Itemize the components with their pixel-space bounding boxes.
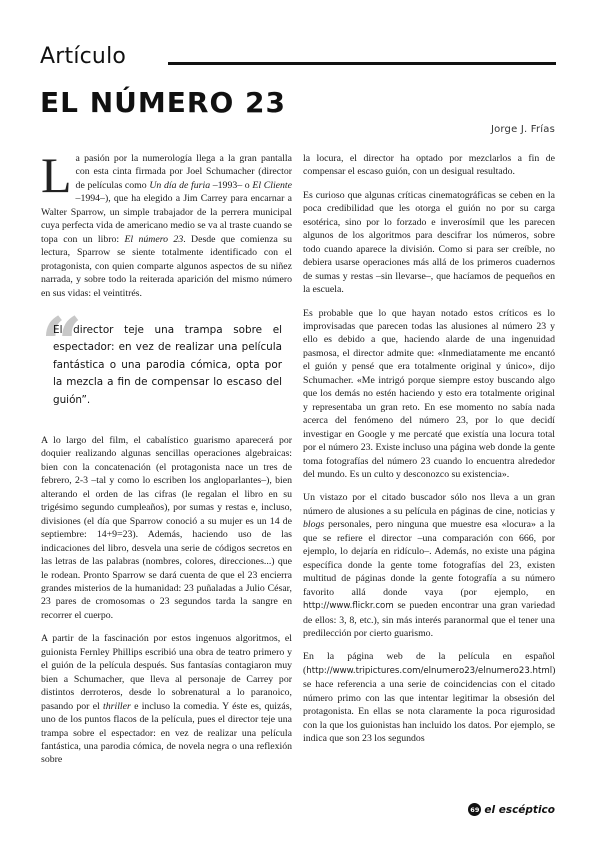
article-title: EL NÚMERO 23	[40, 86, 286, 119]
pull-quote-text: El director teje una trampa sobre el espectador: en vez de realizar una película fantástica o una parodia cómica, opta por la mezcla a fin de compensar lo escaso del guión”.	[53, 323, 282, 406]
flickr-link[interactable]: http://www.flickr.com	[303, 601, 394, 612]
page-footer	[468, 803, 555, 816]
section-rule	[168, 62, 556, 65]
paragraph-search: Un vistazo por el citado buscador sólo nos lleva a un gran número de alusiones a su película en páginas de cine, noticias y blogs personales, pero ninguna que muestre esa «locura» a la que se refiere el director –una comparación con 666, por ejemplo, lo dejaría en ridículo–. Además, no existe una página específica donde la gente tome fotografías del 23, existen multitud de páginas donde la gente fotografía a su número favorito allá donde vaya (por ejemplo, en http://www.flickr.com se pueden encontrar una gran variedad de ellos: 3, 8, etc.), sin más interés paranormal que el tener una predilección por cierto guarismo.	[303, 492, 555, 639]
section-label: Artículo	[40, 44, 127, 69]
section-header	[40, 44, 556, 78]
paragraph-director-quote: Es probable que lo que hayan notado estos críticos es lo improvisadas que parecen todas las alusiones al número 23 y ello es debido a que, haciendo alarde de una ingenuidad pasmosa, el director admite que: «Inmediatamente me encantó el guión y pensé que era totalmente original y único», dijo Schumacher. «Me intrigó porque siempre estoy buscando algo que los demás no estén haciendo y esto era totalmente original y representaba un gran reto. En ese momento no sabía nada acerca del fenómeno del número 23, por lo que decidí investigar en Google y me percaté que existía una locura total por el número 23. Existe incluso una página web donde la gente toma fotografías del número 23 cuando lo encuentra alrededor del mundo. Es un culto y desconozco su existencia».	[303, 307, 555, 480]
magazine-name: el escéptico	[484, 803, 555, 816]
film-website-link[interactable]: http://www.tripictures.com/elnumero23/elnumero23.html	[306, 665, 553, 676]
paragraph-continuation: la locura, el director ha optado por mezclarlos a fin de compensar el escaso guión, con un desigual resultado.	[303, 153, 555, 178]
pull-quote	[41, 300, 292, 418]
right-column	[303, 152, 555, 756]
paragraph-critics: Es curioso que algunas críticas cinematográficas se ceben en la poca credibilidad que les otorga el guión no por su carga esotérica, sino por lo forzado e inverosímil que les parecen algunos de los algoritmos para descifrar los números, sobre todo cuando aparece la división. Como si para ser creíble, no debiera usarse operaciones más allá de los primeros cuadernos de sumas y restas –sin llevarse–, que hacíamos de pequeños en la escuela.	[303, 189, 555, 296]
left-column	[41, 147, 292, 777]
quote-mark-icon: “	[41, 300, 83, 386]
page-number: 69	[468, 803, 481, 816]
paragraph-website: En la página web de la película en español (http://www.tripictures.com/elnumero23/elnumero23.html) se hace referencia a una serie de coincidencias con el citado número primo con las que intentar legitimar la obsesión del protagonista. En ellas se nota claramente la poca rigurosidad con la que los guionistas han incluido los datos. Por ejemplo, se indica que son 23 los segundos	[303, 651, 556, 745]
paragraph-film-numbers: A lo largo del film, el cabalístico guarismo aparecerá por doquier realizando algunas sencillas operaciones algebraicas: bien con la concatenación (el protagonista nace un tres de febrero, 2-3 –tal y como lo escriben los angloparlantes–), bien alterando el orden de las cifras (le regalan el libro en su trigésimo segundo cumpleaños), por sumas y restas e, incluso, divisiones (el día que Sparrow conoció a su mujer es un 14 de septiembre: 14+9=23). Además, haciendo uso de las indicaciones del libro, desvela una serie de códigos secretos en las letras de las palabras (nombres, colores, direcciones...) que le rodean. Pronto Sparrow se dará cuenta de que el 23 encierra grandes misterios de la humanidad: 23 puñaladas a Julio César, 23 pares de cromosomas o 23 segundos tarda la sangre en recorrer el cuerpo.	[41, 434, 292, 621]
article-author: Jorge J. Frías	[490, 124, 555, 135]
drop-cap: L	[41, 147, 72, 203]
paragraph-intro: La pasión por la numerología llega a la gran pantalla con esta cinta firmada por Joel Schumacher (director de películas como Un día de furia –1993– o El Cliente –1994–), que ha elegido a Jim Carrey para encarnar a Walter Sparrow, un simple trabajador de la perrera municipal cuya perfecta vida de americano medio se va al traste cuando se topa con un libro: El número 23. Desde que comienza su lectura, Sparrow se siente totalmente identificado con el protagonista, con quien comparte algunos aspectos de su niñez narrada, y sobre todo la reiterada aparición del mismo número en sus vidas: el veintitrés.	[41, 147, 292, 299]
paragraph-screenwriter: A partir de la fascinación por estos ingenuos algoritmos, el guionista Fernley Phillips escribió una obra de teatro primero y el guión de la película después. Sus fantasías contagiaron muy bien a Schumacher, que lleva al personaje de Carrey por distintos derroteros, desde lo sobrenatural a lo paranoico, pasando por el thriller e incluso la comedia. Y éste es, quizás, uno de los puntos flacos de la película, pues el director teje una trampa sobre el espectador: en vez de realizar una película fantástica, una parodia cómica, de novela negra o una reflexión sobre	[41, 633, 292, 766]
